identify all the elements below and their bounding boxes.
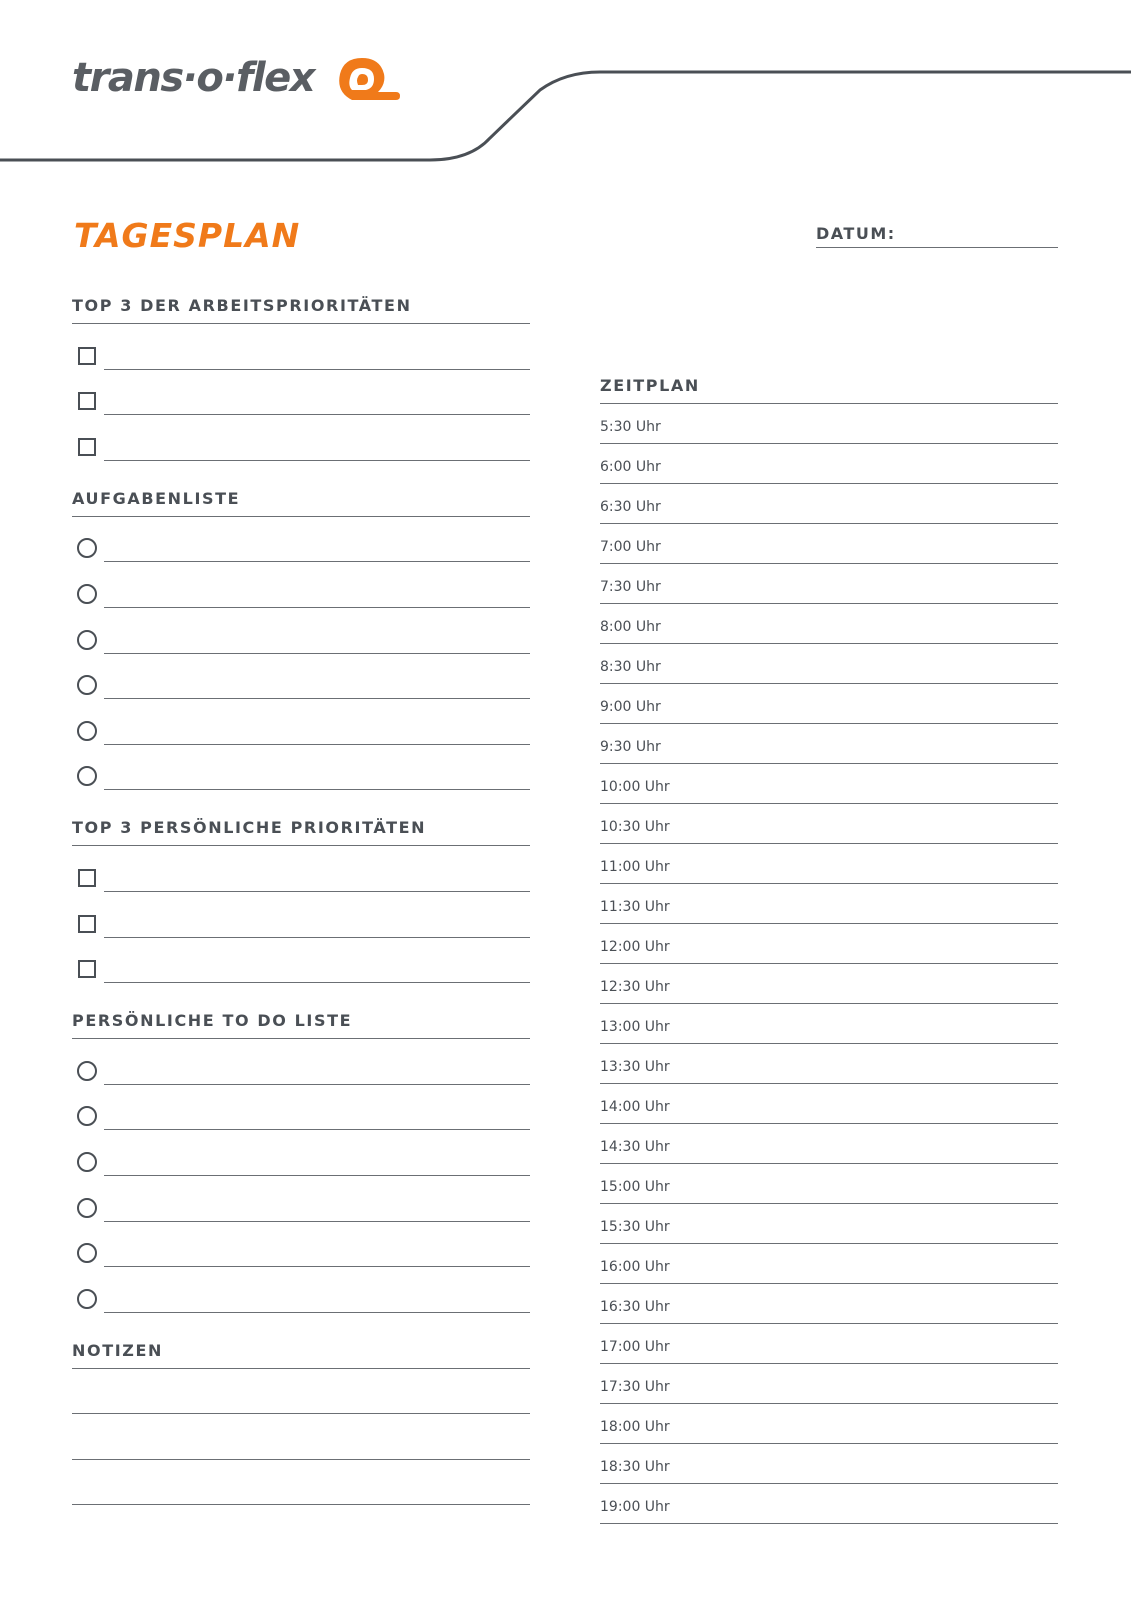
time-label: 10:00 Uhr (600, 779, 670, 795)
circle-icon[interactable] (77, 584, 97, 604)
schedule-row[interactable] (600, 1084, 1058, 1124)
schedule-row[interactable] (600, 524, 1058, 564)
time-label: 16:00 Uhr (600, 1259, 670, 1275)
write-line[interactable] (104, 460, 530, 461)
personal-priorities-list (72, 846, 530, 983)
time-label: 12:00 Uhr (600, 939, 670, 955)
schedule-row[interactable] (600, 1004, 1058, 1044)
schedule-row[interactable] (600, 604, 1058, 644)
checkbox-icon[interactable] (78, 347, 96, 365)
list-item[interactable] (72, 324, 530, 370)
circle-icon[interactable] (77, 1243, 97, 1263)
list-item[interactable] (72, 517, 530, 563)
schedule-row[interactable] (600, 684, 1058, 724)
write-line[interactable] (104, 982, 530, 983)
schedule-row[interactable] (600, 724, 1058, 764)
checkbox-icon[interactable] (78, 392, 96, 410)
checkbox-icon[interactable] (78, 438, 96, 456)
list-item[interactable] (72, 1176, 530, 1222)
schedule-row[interactable] (600, 1204, 1058, 1244)
list-item[interactable] (72, 745, 530, 791)
time-label: 14:30 Uhr (600, 1139, 670, 1155)
schedule-row[interactable] (600, 1444, 1058, 1484)
left-column (72, 296, 530, 1505)
time-label: 18:30 Uhr (600, 1459, 670, 1475)
circle-icon[interactable] (77, 1061, 97, 1081)
circle-icon[interactable] (77, 538, 97, 558)
schedule-row[interactable] (600, 1484, 1058, 1524)
circle-icon[interactable] (77, 675, 97, 695)
time-label: 14:00 Uhr (600, 1099, 670, 1115)
section-title-work-priorities: TOP 3 DER ARBEITSPRIORITÄTEN (72, 296, 530, 324)
list-item[interactable] (72, 562, 530, 608)
time-label: 19:00 Uhr (600, 1499, 670, 1515)
schedule-row[interactable] (600, 484, 1058, 524)
schedule-row[interactable] (600, 1404, 1058, 1444)
time-label: 11:30 Uhr (600, 899, 670, 915)
list-item[interactable] (72, 938, 530, 984)
schedule-row[interactable] (600, 884, 1058, 924)
date-label: DATUM: (816, 224, 896, 243)
schedule-row[interactable] (600, 644, 1058, 684)
section-title-notes: NOTIZEN (72, 1341, 530, 1369)
write-line[interactable] (72, 1504, 530, 1505)
section-title-personal-priorities: TOP 3 PERSÖNLICHE PRIORITÄTEN (72, 818, 530, 846)
time-label: 8:30 Uhr (600, 659, 661, 675)
brand-name: trans·o·flex (72, 55, 315, 101)
list-item[interactable] (72, 370, 530, 416)
time-label: 10:30 Uhr (600, 819, 670, 835)
time-label: 13:30 Uhr (600, 1059, 670, 1075)
section-title-schedule: ZEITPLAN (600, 376, 1058, 404)
notes-line[interactable] (72, 1369, 530, 1415)
schedule-row[interactable] (600, 804, 1058, 844)
list-item[interactable] (72, 1267, 530, 1313)
time-label: 9:00 Uhr (600, 699, 661, 715)
list-item[interactable] (72, 1222, 530, 1268)
list-item[interactable] (72, 892, 530, 938)
section-title-personal-todo: PERSÖNLICHE TO DO LISTE (72, 1011, 530, 1039)
list-item[interactable] (72, 1085, 530, 1131)
trans-o-flex-swirl-icon (322, 52, 402, 104)
notes-line[interactable] (72, 1414, 530, 1460)
time-label: 7:00 Uhr (600, 539, 661, 555)
time-label: 15:30 Uhr (600, 1219, 670, 1235)
task-list (72, 517, 530, 791)
time-label: 17:00 Uhr (600, 1339, 670, 1355)
time-label: 13:00 Uhr (600, 1019, 670, 1035)
schedule-row[interactable] (600, 1244, 1058, 1284)
schedule-row[interactable] (600, 1124, 1058, 1164)
list-item[interactable] (72, 846, 530, 892)
write-line[interactable] (104, 1312, 530, 1313)
circle-icon[interactable] (77, 766, 97, 786)
schedule-row[interactable] (600, 404, 1058, 444)
schedule-row[interactable] (600, 1284, 1058, 1324)
time-label: 7:30 Uhr (600, 579, 661, 595)
schedule-row[interactable] (600, 1044, 1058, 1084)
time-label: 8:00 Uhr (600, 619, 661, 635)
circle-icon[interactable] (77, 721, 97, 741)
list-item[interactable] (72, 1130, 530, 1176)
circle-icon[interactable] (77, 1152, 97, 1172)
checkbox-icon[interactable] (78, 960, 96, 978)
page-title: TAGESPLAN (74, 216, 301, 255)
circle-icon[interactable] (77, 1106, 97, 1126)
time-label: 5:30 Uhr (600, 419, 661, 435)
circle-icon[interactable] (77, 1198, 97, 1218)
schedule-row[interactable] (600, 1164, 1058, 1204)
write-line[interactable] (104, 789, 530, 790)
list-item[interactable] (72, 608, 530, 654)
time-label: 9:30 Uhr (600, 739, 661, 755)
circle-icon[interactable] (77, 1289, 97, 1309)
notes-list (72, 1369, 530, 1506)
checkbox-icon[interactable] (78, 869, 96, 887)
schedule-row[interactable] (600, 1324, 1058, 1364)
time-label: 18:00 Uhr (600, 1419, 670, 1435)
time-label: 16:30 Uhr (600, 1299, 670, 1315)
schedule-row[interactable] (600, 764, 1058, 804)
notes-line[interactable] (72, 1460, 530, 1506)
date-field[interactable] (816, 224, 1058, 248)
time-label: 11:00 Uhr (600, 859, 670, 875)
schedule-row[interactable] (600, 564, 1058, 604)
checkbox-icon[interactable] (78, 915, 96, 933)
schedule-row[interactable] (600, 1364, 1058, 1404)
schedule-row[interactable] (600, 444, 1058, 484)
time-label: 12:30 Uhr (600, 979, 670, 995)
list-item[interactable] (72, 699, 530, 745)
list-item[interactable] (72, 654, 530, 700)
section-title-task-list: AUFGABENLISTE (72, 489, 530, 517)
schedule-row[interactable] (600, 964, 1058, 1004)
time-label: 6:00 Uhr (600, 459, 661, 475)
list-item[interactable] (72, 1039, 530, 1085)
work-priorities-list (72, 324, 530, 461)
time-label: 15:00 Uhr (600, 1179, 670, 1195)
brand-logo (72, 52, 402, 104)
personal-todo-list (72, 1039, 530, 1313)
schedule-row[interactable] (600, 924, 1058, 964)
time-label: 17:30 Uhr (600, 1379, 670, 1395)
schedule-list (600, 404, 1058, 1524)
circle-icon[interactable] (77, 630, 97, 650)
schedule-row[interactable] (600, 844, 1058, 884)
time-label: 6:30 Uhr (600, 499, 661, 515)
list-item[interactable] (72, 415, 530, 461)
schedule-column (600, 376, 1058, 1524)
